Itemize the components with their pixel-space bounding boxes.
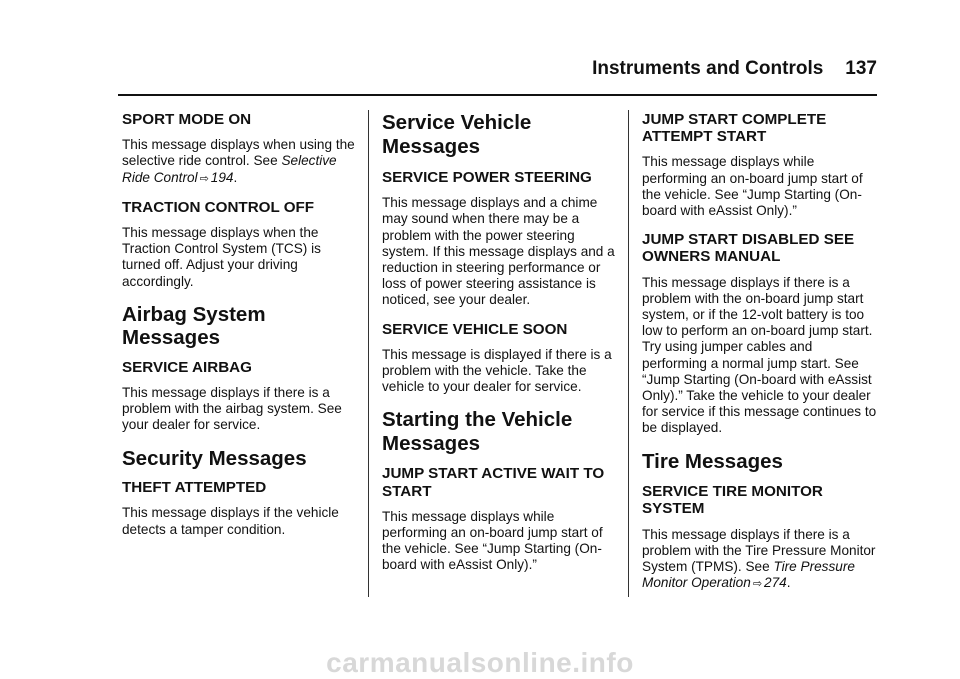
heading-jump-start-complete: JUMP START COMPLETE ATTEMPT START [642, 111, 827, 146]
section-airbag-messages: Airbag System Messages [122, 302, 266, 350]
column-divider-1 [368, 110, 369, 597]
paragraph-jump-start-active: This message displays while performing an on-board jump start of the vehicle. See “Jump Starting (On-board with eAssist Only).” [382, 508, 603, 573]
page-header [0, 58, 877, 80]
link-tire-pressure-monitor-operation[interactable]: Tire Pressure Monitor Operation [642, 558, 855, 591]
page-ref-arrow-icon: ⇨ [752, 578, 763, 591]
link-selective-ride-control[interactable]: Selective Ride Control [122, 153, 337, 185]
paragraph-service-tire-monitor [642, 527, 878, 593]
heading-traction-control: TRACTION CONTROL OFF [122, 198, 315, 216]
sport-mode-text: This message displays when using the selective ride control. See [122, 137, 355, 169]
heading-service-vehicle-soon: SERVICE VEHICLE SOON [382, 320, 568, 338]
heading-service-power-steering: SERVICE POWER STEERING [382, 169, 592, 186]
tire-monitor-text: This message displays if there is a problem with the Tire Pressure Monitor System (TPMS). See [642, 526, 876, 574]
paragraph-jump-start-disabled: This message displays if there is a problem with the on-board jump start system, or if the 12-volt battery is too low to perform an on-board jump start. Try using jumper cables and performing a normal jump start. See “Jump Starting (On-board with eAssist Only).” Take the vehicle to your dealer for service if this message continues to be displayed. [642, 274, 877, 436]
column-3 [642, 111, 878, 592]
header-section-title: Instruments and Controls [592, 58, 824, 79]
column-divider-2 [628, 110, 629, 597]
page-number: 137 [845, 58, 877, 79]
paragraph-service-vehicle-soon: This message is displayed if there is a problem with the vehicle. Take the vehicle to your dealer for service. [382, 346, 612, 395]
section-starting-vehicle-messages: Starting the Vehicle Messages [382, 408, 573, 455]
section-service-vehicle-messages: Service Vehicle Messages [382, 111, 532, 158]
column-1 [122, 111, 358, 538]
column-2 [382, 111, 618, 574]
page-ref-194[interactable]: 194 [210, 169, 234, 185]
page-ref-arrow-icon: ⇨ [199, 172, 209, 185]
sport-mode-period: . [233, 169, 238, 185]
section-tire-messages: Tire Messages [642, 449, 783, 473]
paragraph-jump-start-complete: This message displays while performing an on-board jump start of the vehicle. See “Jump Starting (On-board with eAssist Only).” [642, 154, 863, 219]
paragraph-service-power-steering: This message displays and a chime may sound when there may be a problem with the power steering system. If this message displays and a reduction in steering performance or loss of power steering assistance is noticed, see your dealer. [382, 195, 615, 308]
paragraph-theft-attempted: This message displays if the vehicle detects a tamper condition. [122, 505, 339, 537]
heading-sport-mode: SPORT MODE ON [122, 111, 252, 128]
section-security-messages: Security Messages [122, 446, 307, 470]
paragraph-traction-control: This message displays when the Traction Control System (TCS) is turned off. Adjust your driving accordingly. [122, 225, 321, 289]
tire-monitor-period: . [786, 575, 791, 591]
watermark: carmanualsonline.info [326, 647, 634, 678]
header-rule [118, 94, 877, 96]
paragraph-service-airbag: This message displays if there is a problem with the airbag system. See your dealer for service. [122, 385, 342, 433]
heading-service-tire-monitor: SERVICE TIRE MONITOR SYSTEM [642, 483, 823, 518]
heading-service-airbag: SERVICE AIRBAG [122, 358, 252, 376]
heading-theft-attempted: THEFT ATTEMPTED [122, 479, 267, 497]
page-ref-274[interactable]: 274 [764, 575, 787, 591]
heading-jump-start-active: JUMP START ACTIVE WAIT TO START [382, 465, 605, 500]
paragraph-sport-mode [122, 137, 358, 187]
heading-jump-start-disabled: JUMP START DISABLED SEE OWNERS MANUAL [642, 231, 855, 266]
